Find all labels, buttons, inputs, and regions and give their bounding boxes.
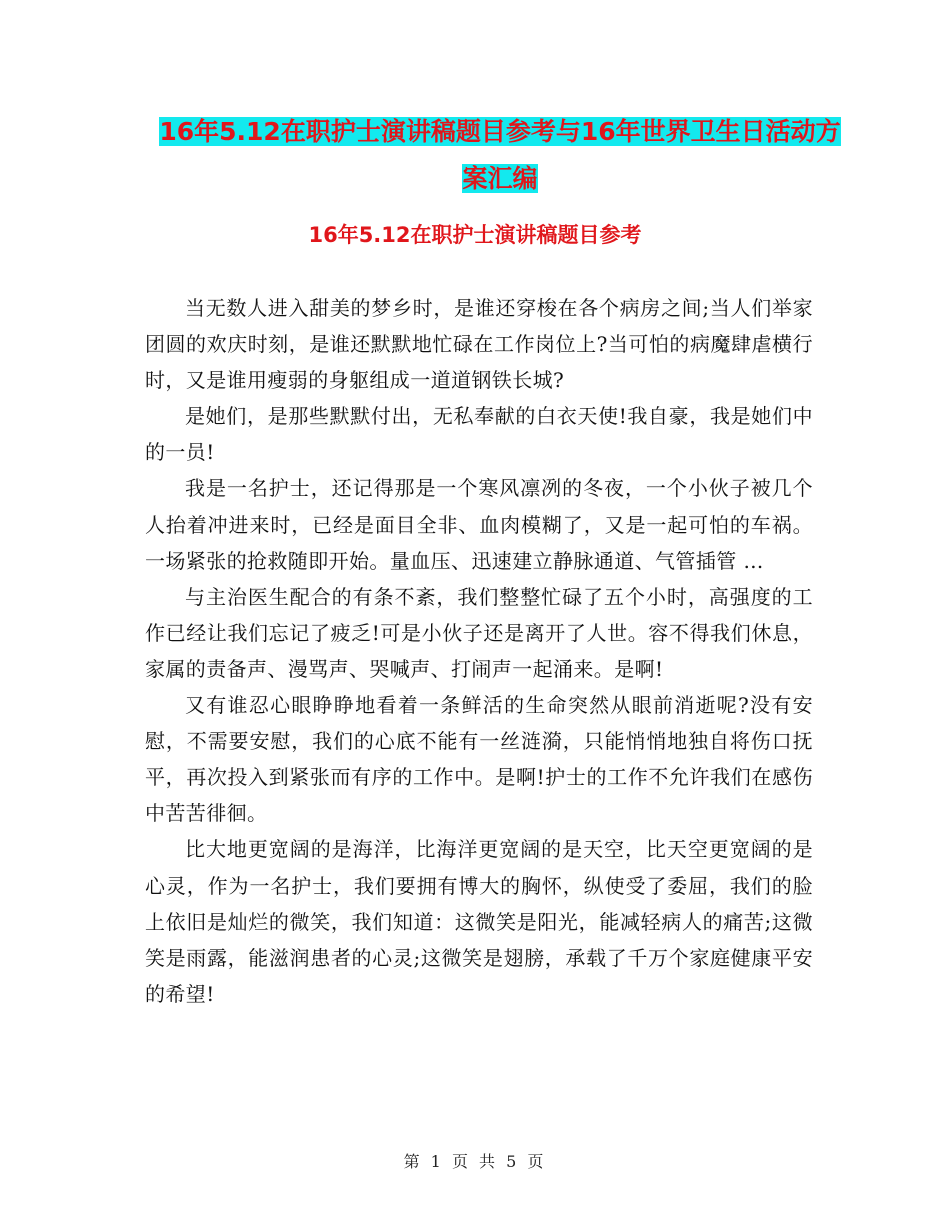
document-title xyxy=(150,108,850,202)
paragraph: 当无数人进入甜美的梦乡时，是谁还穿梭在各个病房之间;当人们举家团圆的欢庆时刻，是谁还默默地忙碌在工作岗位上?当可怕的病魔肆虐横行时，又是谁用瘦弱的身躯组成一道道钢铁长城? xyxy=(145,296,813,393)
paragraph: 与主治医生配合的有条不紊，我们整整忙碌了五个小时，高强度的工作已经让我们忘记了疲乏!可是小伙子还是离开了人世。容不得我们休息，家属的责备声、漫骂声、哭喊声、打闹声一起涌来。是啊! xyxy=(145,584,813,681)
paragraph: 又有谁忍心眼睁睁地看着一条鲜活的生命突然从眼前消逝呢?没有安慰，不需要安慰，我们的心底不能有一丝涟漪，只能悄悄地独自将伤口抚平，再次投入到紧张而有序的工作中。是啊!护士的工作不允许我们在感伤中苦苦徘徊。 xyxy=(145,693,813,826)
paragraph: 比大地更宽阔的是海洋，比海洋更宽阔的是天空，比天空更宽阔的是心灵，作为一名护士，我们要拥有博大的胸怀，纵使受了委屈，我们的脸上依旧是灿烂的微笑，我们知道：这微笑是阳光，能减轻病人的痛苦;这微笑是雨露，能滋润患者的心灵;这微笑是翅膀，承载了千万个家庭健康平安的希望! xyxy=(145,837,813,1006)
paragraph: 是她们，是那些默默付出，无私奉献的白衣天使!我自豪，我是她们中的一员! xyxy=(145,404,813,465)
paragraph: 我是一名护士，还记得那是一个寒风凛冽的冬夜，一个小伙子被几个人抬着冲进来时，已经是面目全非、血肉模糊了，又是一起可怕的车祸。一场紧张的抢救随即开始。量血压、迅速建立静脉通道、气管插管 … xyxy=(145,476,813,573)
page-footer: 第 1 页 共 5 页 xyxy=(403,1152,547,1171)
document-body xyxy=(145,290,813,1012)
document-title-highlight: 16年5.12在职护士演讲稿题目参考与16年世界卫生日活动方案汇编 xyxy=(159,117,841,193)
section-title: 16年5.12在职护士演讲稿题目参考 xyxy=(308,223,642,247)
